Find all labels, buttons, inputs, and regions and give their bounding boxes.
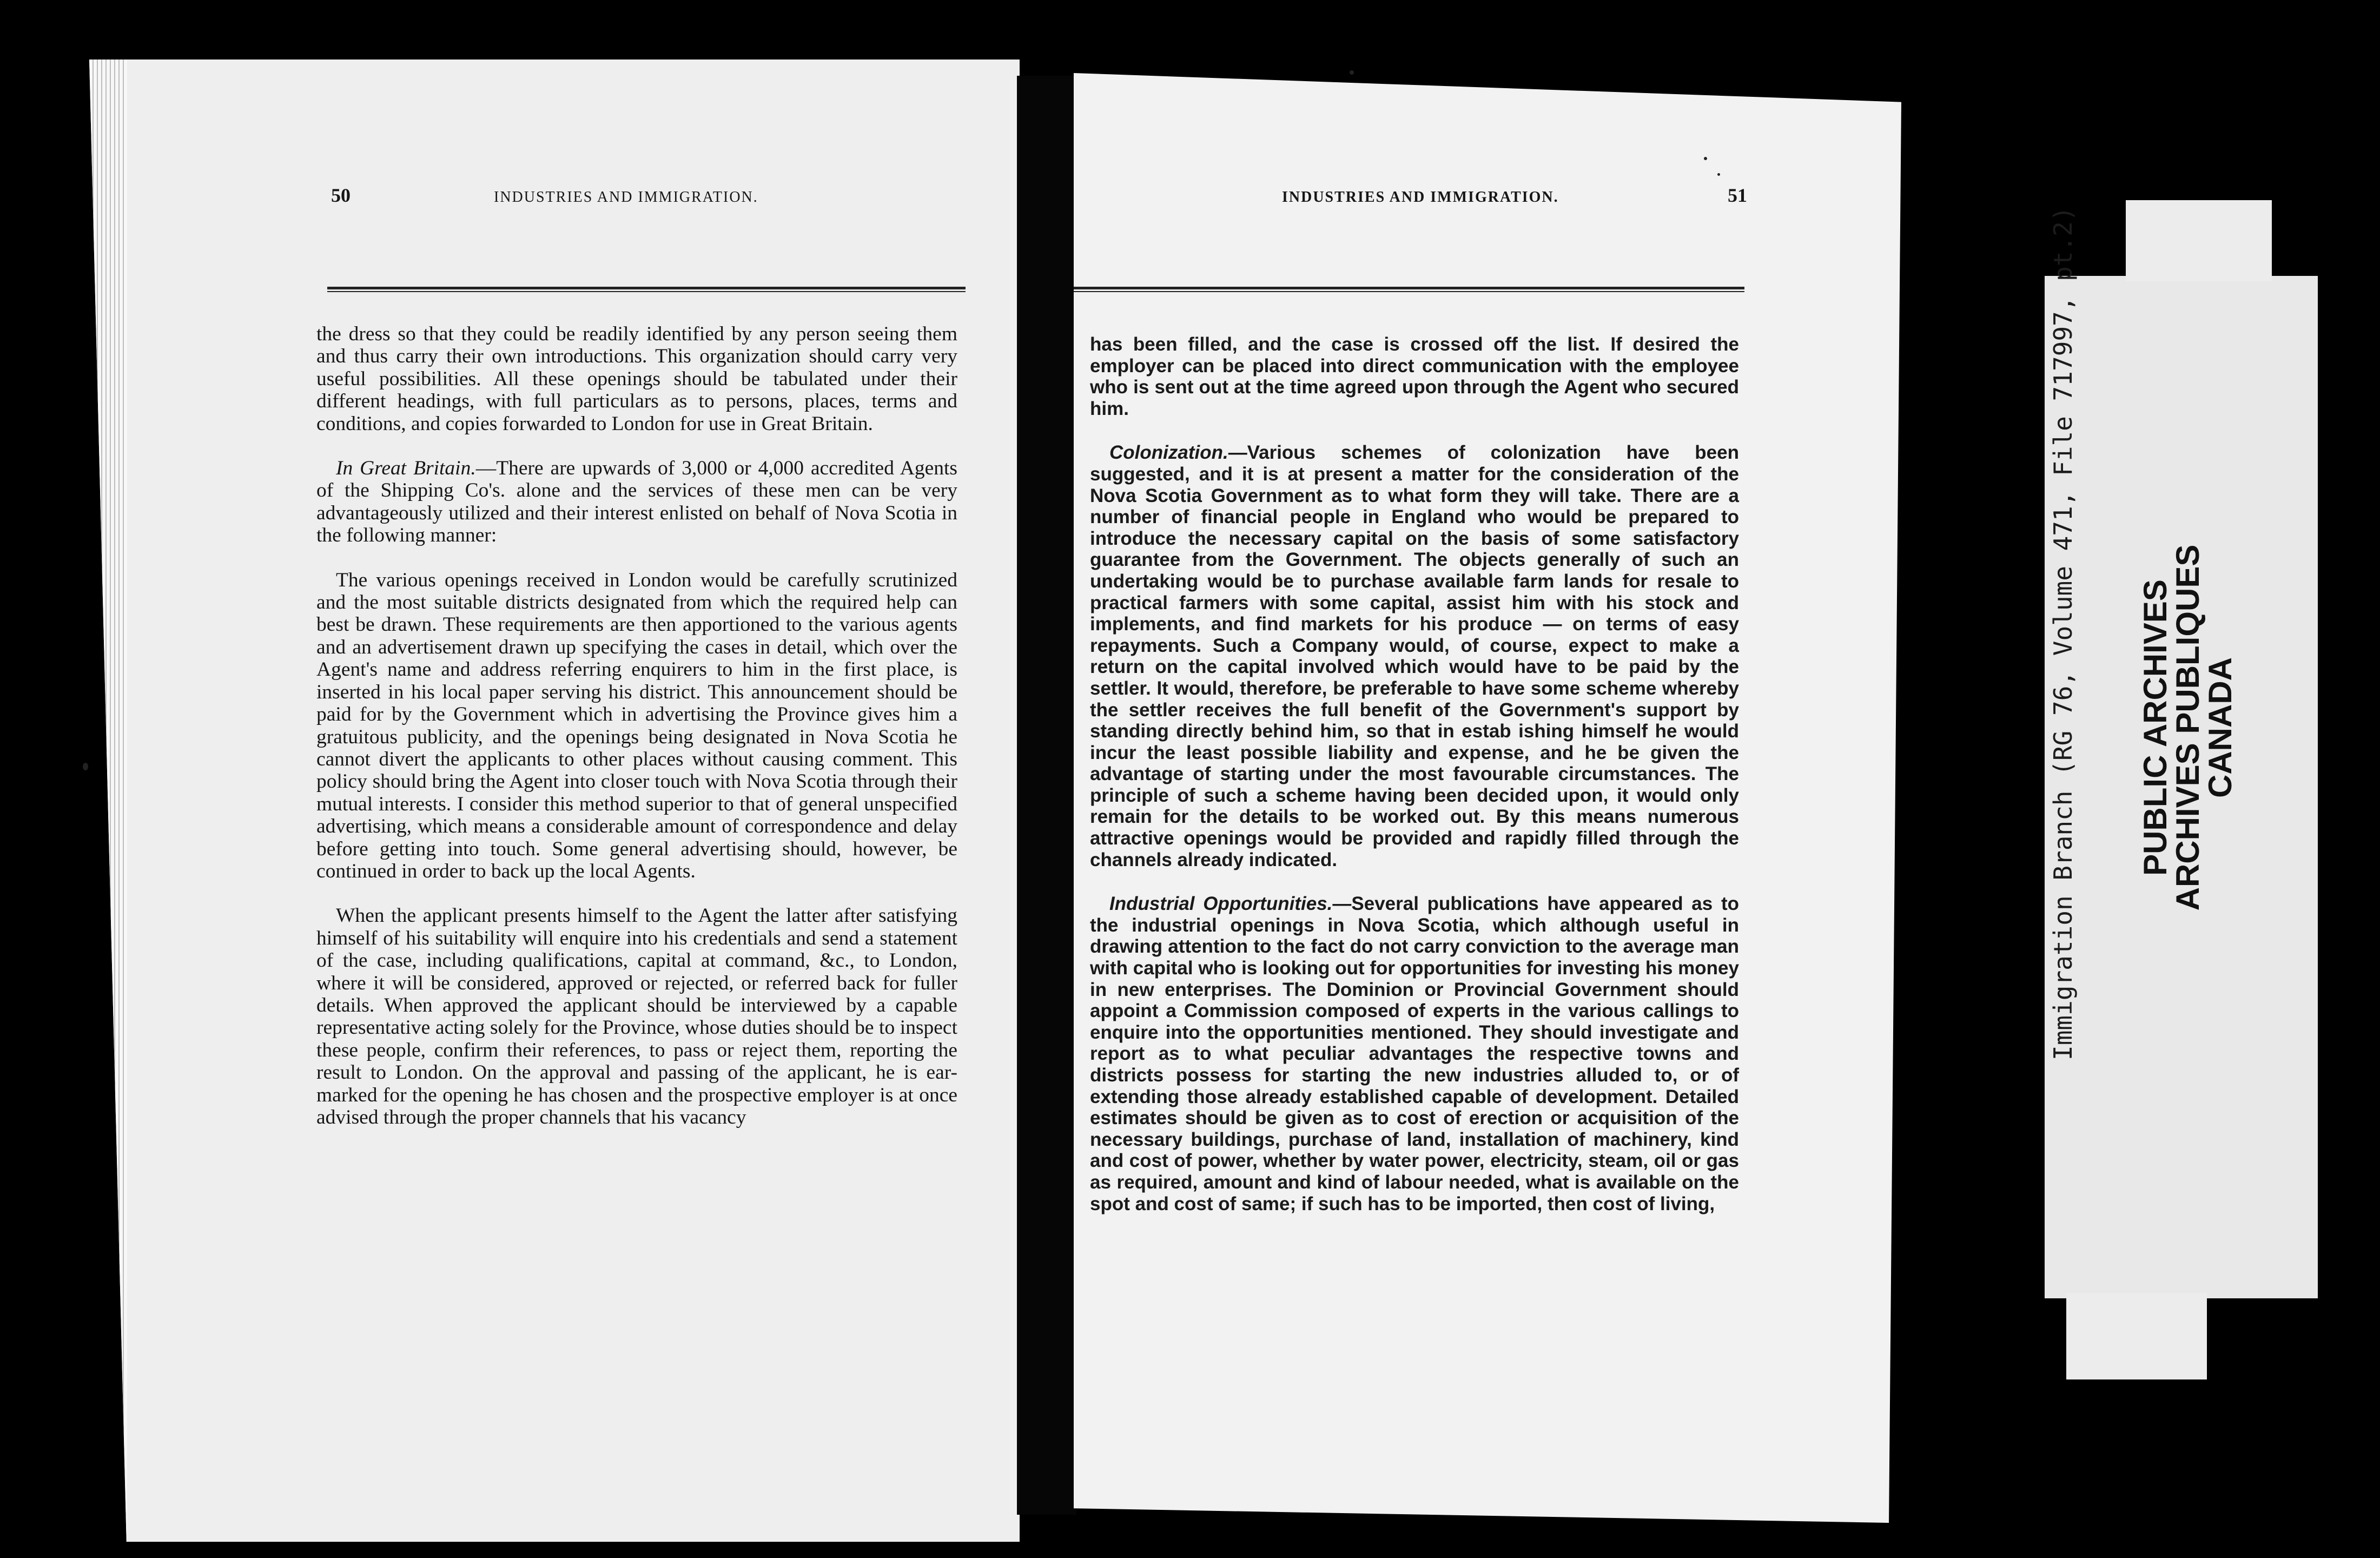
paragraph: Industrial Opportunities.—Several publications have appeared as to the industrial openings in Nova Scotia, which although useful in drawing attention to the fact do not carry conviction to the average man with capital who is looking out for opportunities for investing his money in new enterprises. The Dominion or Provincial Government should appoint a Commission composed of experts in the various callings to enquire into the opportunities mentioned. They should investigate and report as to what peculiar advantages the respective towns and districts possess for starting the new industries alluded to, or of extending those already established capable of development. Detailed estimates should be given as to cost of erection or acquisition of the necessary buildings, purchase of land, installation of machinery, kind and cost of power, whether by water power, electricity, steam, oil or gas as required, amount and kind of labour needed, what is available on the spot and cost of same; if such has to be imported, then cost of living,: [1090, 893, 1739, 1214]
right-running-head-title: INDUSTRIES AND IMMIGRATION.: [1282, 189, 1559, 206]
archive-stamp-line-1: PUBLIC ARCHIVES: [2137, 579, 2173, 876]
paragraph: Colonization.—Various schemes of colonization have been suggested, and it is at present a matter for the consideration of the Nova Scotia Government as to what form they will take. There are a number of financial people in England who would be prepared to introduce the necessary capital on the basis of some satisfactory guarantee from the Government. The objects generally of such an undertaking would be to purchase available farm lands for resale to practical farmers with some capital, assist him with his stock and implements, and find markets for his produce — on terms of easy repayments. Such a Company would, of course, expect to make a return on the capital involved which would have to be paid by the settler. It would, therefore, be preferable to have some scheme whereby the settler receives the full benefit of the Government's support by standing directly behind him, so that in estab ishing himself he would incur the least possible liability and expense, and he be given the advantage of starting under the most favourable circumstances. The principle of such a scheme having been decided upon, it would only remain for the details to be worked out. By this means numerous attractive openings would be provided and rapidly filled through the channels already indicated.: [1090, 442, 1739, 870]
right-page-text: [1090, 334, 1739, 1237]
archive-stamp-line-2: ARCHIVES PUBLIQUES: [2170, 544, 2206, 911]
paragraph: When the applicant presents himself to the Agent the latter after satisfying himself of his suitability will enquire into his credentials and send a statement of the case, including qualifications, capital at command, &c., to London, where it will be considered, approved or rejected, or referred back for fuller details. When approved the applicant should be interviewed by a capable representative acting solely for the Province, whose duties should be to inspect these people, confirm their references, to pass or reject them, reporting the result to London. On the approval and passing of the applicant, he is ear-marked for the opening he has chosen and the prospective employer is at once advised through the proper channels that his vacancy: [316, 905, 957, 1128]
section-lead: In Great Britain.: [336, 457, 476, 480]
right-page-number: 51: [1728, 184, 1747, 206]
archive-stamp: [2139, 471, 2237, 985]
left-running-head-title: INDUSTRIES AND IMMIGRATION.: [494, 189, 758, 206]
right-header-rule: [1074, 287, 1744, 292]
archive-reference: Immigration Branch (RG 76, Volume 471, File 717997, pt.2): [2048, 206, 2078, 1060]
left-header-rule: [327, 287, 966, 292]
paragraph: The various openings received in London would be carefully scrutinized and the most suitable districts designated from which the required help can best be drawn. These requirements are then apportioned to the various agents and an advertisement drawn up specifying the cases in detail, which over the Agent's name and address referring enquirers to him in the first place, is inserted in his local paper serving his district. This announcement should be paid for by the Government which in advertising the Province gives him a gratuitous publicity, and the openings being designated in Nova Scotia he cannot divert the applicants to other places without causing comment. This policy should bring the Agent into closer touch with Nova Scotia through their mutual interests. I consider this method superior to that of general unspecified advertising, which means a considerable amount of correspondence and delay before getting into touch. Some general advertising should, however, be continued in order to back up the local Agents.: [316, 569, 957, 882]
page-edges: [89, 60, 127, 1542]
dust-speck: [1704, 157, 1707, 160]
left-running-head: [331, 184, 969, 210]
label-tab-top: [2126, 200, 2272, 281]
dust-speck: [1350, 70, 1354, 75]
paragraph: In Great Britain.—There are upwards of 3,000 or 4,000 accredited Agents of the Shipping Co's. alone and the services of these men can be very advantageously utilized and their interest enlisted on behalf of Nova Scotia in the following manner:: [316, 457, 957, 547]
left-page-number: 50: [331, 184, 351, 206]
paragraph: the dress so that they could be readily identified by any person seeing them and thus carry their own introductions. This organization should carry very useful possibilities. All these openings should be tabulated under their different headings, with full particulars as to persons, places, terms and conditions, and copies forwarded to London for use in Great Britain.: [316, 323, 957, 435]
archive-stamp-line-3: CANADA: [2202, 657, 2238, 798]
right-running-head: [1282, 184, 1747, 210]
dust-speck: [83, 763, 88, 770]
paragraph: has been filled, and the case is crossed off the list. If desired the employer can be placed into direct communication with the employee who is sent out at the time agreed upon through the Agent who secured him.: [1090, 334, 1739, 419]
archive-label-text: [2045, 206, 2318, 1298]
book-gutter: [1017, 76, 1076, 1515]
section-lead: Industrial Opportunities.: [1109, 893, 1333, 915]
dust-speck: [1717, 173, 1720, 176]
label-tab-bottom: [2066, 1293, 2207, 1379]
section-lead: Colonization.: [1109, 442, 1228, 464]
left-page-text: [316, 323, 957, 1151]
